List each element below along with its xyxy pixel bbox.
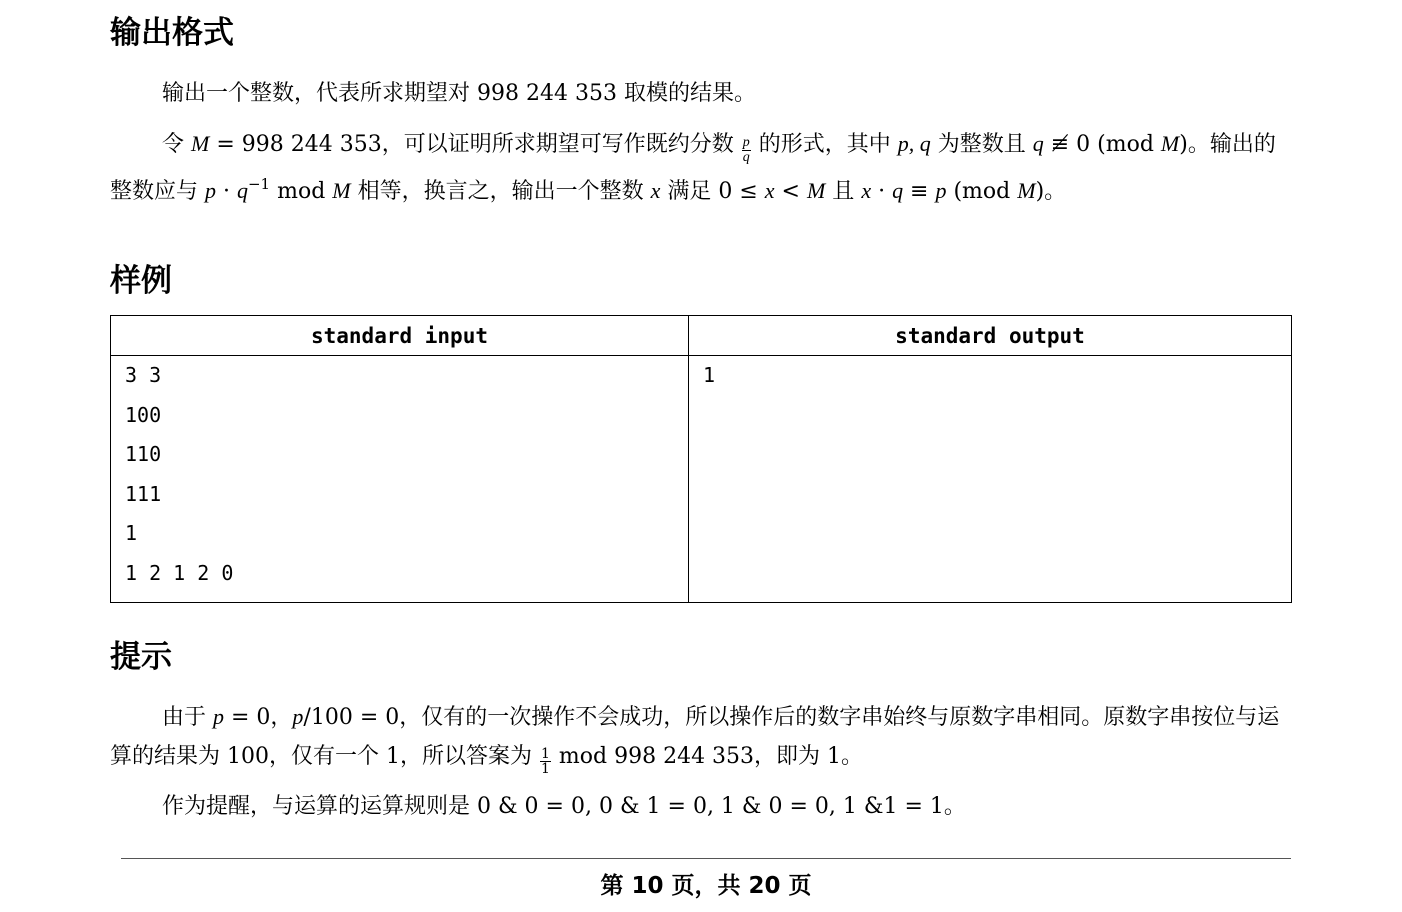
math-var: M	[191, 131, 210, 156]
section-heading-output-format: 输出格式	[110, 15, 234, 51]
fraction-numerator: 1	[540, 746, 550, 762]
sample-table-body-row	[111, 356, 1292, 603]
sample-input-cell	[111, 356, 689, 603]
text-segment: ·	[871, 179, 893, 204]
text-segment: 的形式，其中	[758, 132, 898, 157]
footer-divider	[121, 858, 1291, 859]
input-line: 111	[125, 481, 162, 506]
text-segment: mod	[270, 179, 333, 204]
input-line: 1	[125, 521, 138, 545]
section-heading-sample: 样例	[110, 263, 172, 299]
text-segment: = 0，	[224, 705, 293, 730]
text-segment: 满足 0 ≤	[660, 179, 765, 204]
text-segment: 令	[162, 132, 191, 157]
math-var: q	[236, 178, 248, 203]
math-var: p	[935, 178, 947, 203]
fraction-numerator: p	[742, 135, 750, 150]
input-line: 100	[125, 402, 162, 427]
header-standard-input: standard input	[111, 316, 689, 356]
text-segment: 为整数且	[930, 132, 1033, 157]
math-var: p, q	[897, 131, 931, 156]
output-line: 1	[703, 363, 716, 387]
math-var: M	[806, 178, 826, 203]
input-line: 3 3	[125, 363, 162, 387]
text-segment: ·	[216, 179, 237, 204]
fraction-denominator: q	[742, 150, 750, 165]
sample-output-cell	[689, 356, 1292, 603]
sample-table-header-row	[111, 316, 1292, 356]
header-standard-output: standard output	[689, 316, 1292, 356]
text-segment: ≢ 0 (mod	[1043, 132, 1161, 157]
math-var: M	[332, 178, 351, 203]
math-var: x	[650, 178, 661, 203]
text-segment: /100 = 0，仅有的一次操作不会成功，所以操作后的数字串始终与原数字串相同。原数字串按位与运算的结果为 100，仅有一个 1，所以答案为	[110, 705, 1280, 769]
output-format-paragraph-1: 输出一个整数，代表所求期望对 998 244 353 取模的结果。	[162, 81, 756, 106]
page-number: 第 10 页，共 20 页	[600, 873, 812, 899]
text-segment: 且	[825, 179, 862, 204]
math-var: p	[205, 178, 216, 203]
text-segment: = 998 244 353，可以证明所求期望可写作既约分数	[209, 132, 734, 157]
input-line: 110	[125, 442, 162, 466]
sample-table	[110, 315, 1292, 603]
hint-paragraph-2: 作为提醒，与运算的运算规则是 0 & 0 = 0, 0 & 1 = 0, 1 & 0 = 0, 1 &1 = 1。	[162, 794, 966, 819]
text-segment: mod 998 244 353，即为 1。	[558, 744, 864, 769]
math-var: p	[213, 704, 224, 729]
section-heading-hint: 提示	[110, 639, 172, 675]
fraction-p-over-q	[742, 136, 751, 165]
fraction-denominator: 1	[540, 761, 550, 777]
math-var: x	[861, 178, 872, 203]
superscript: −1	[247, 175, 271, 193]
text-segment: )。	[1035, 179, 1067, 204]
text-segment: 由于	[162, 705, 213, 730]
text-segment: (mod	[946, 179, 1018, 204]
math-var: M	[1160, 131, 1180, 156]
math-var: x	[764, 178, 775, 203]
math-var: q	[1032, 131, 1044, 156]
text-segment: 相等，换言之，输出一个整数	[350, 179, 651, 204]
math-var: M	[1017, 178, 1036, 203]
text-segment: )。输出的整数应与	[110, 132, 1276, 204]
fraction-one-over-one	[540, 747, 551, 776]
text-segment: ≡	[903, 179, 936, 204]
math-var: q	[892, 178, 904, 203]
math-var: p	[292, 704, 304, 729]
input-line: 1 2 1 2 0	[125, 560, 234, 585]
output-format-paragraph-2	[110, 124, 1280, 211]
text-segment: <	[774, 179, 807, 204]
hint-paragraph-1	[110, 697, 1280, 776]
